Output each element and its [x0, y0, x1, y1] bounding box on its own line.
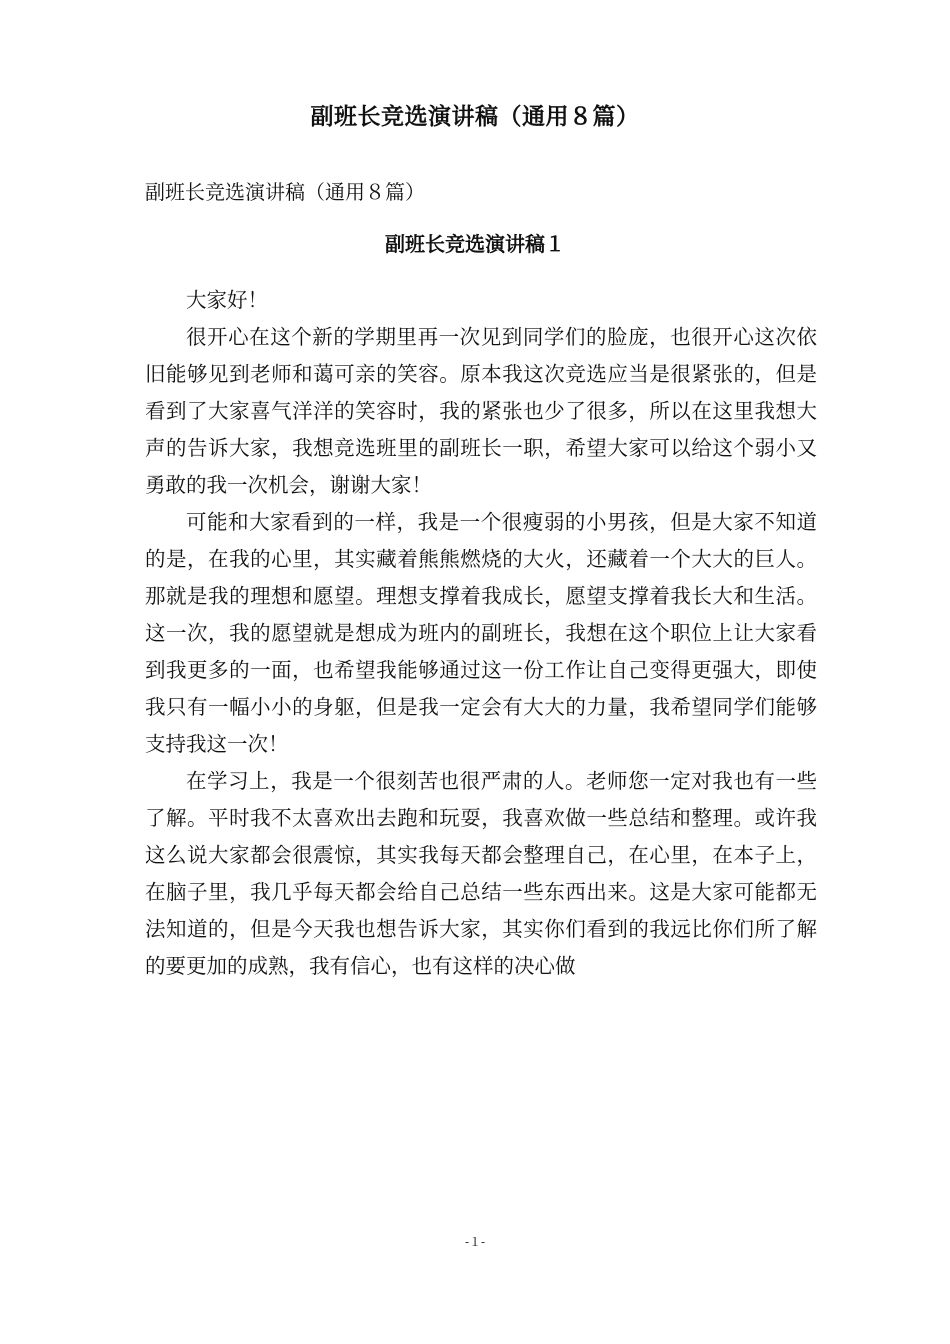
- page-number: -１-: [464, 1235, 486, 1249]
- paragraph: 很开心在这个新的学期里再一次见到同学们的脸庞，也很开心这次依旧能够见到老师和蔼可亲的笑容。原本我这次竞选应当是很紧张的，但是看到了大家喜气洋洋的笑容时，我的紧张也少了很多，所以在这里我想大声的告诉大家，我想竞选班里的副班长一职，希望大家可以给这个弱小又勇敢的我一次机会，谢谢大家！: [145, 325, 817, 497]
- section-heading: 副班长竞选演讲稿１: [385, 232, 565, 256]
- body-text: [145, 282, 817, 985]
- paragraph: 在学习上，我是一个很刻苦也很严肃的人。老师您一定对我也有一些了解。平时我不太喜欢出去跑和玩耍，我喜欢做一些总结和整理。或许我这么说大家都会很震惊，其实我每天都会整理自己，在心里，在本子上，在脑子里，我几乎每天都会给自己总结一些东西出来。这是大家可能都无法知道的，但是今天我也想告诉大家，其实你们看到的我远比你们所了解的要更加的成熟，我有信心，也有这样的决心做: [145, 769, 817, 978]
- paragraph: 可能和大家看到的一样，我是一个很瘦弱的小男孩，但是大家不知道的是，在我的心里，其实藏着熊熊燃烧的大火，还藏着一个大大的巨人。那就是我的理想和愿望。理想支撑着我成长，愿望支撑着我长大和生活。这一次，我的愿望就是想成为班内的副班长，我想在这个职位上让大家看到我更多的一面，也希望我能够通过这一份工作让自己变得更强大，即使我只有一幅小小的身躯，但是我一定会有大大的力量，我希望同学们能够支持我这一次！: [145, 510, 817, 756]
- paragraph-greeting: 大家好！: [186, 288, 268, 312]
- document-subtitle: 副班长竞选演讲稿（通用８篇）: [145, 180, 425, 204]
- document-title: 副班长竞选演讲稿（通用８篇）: [310, 103, 640, 130]
